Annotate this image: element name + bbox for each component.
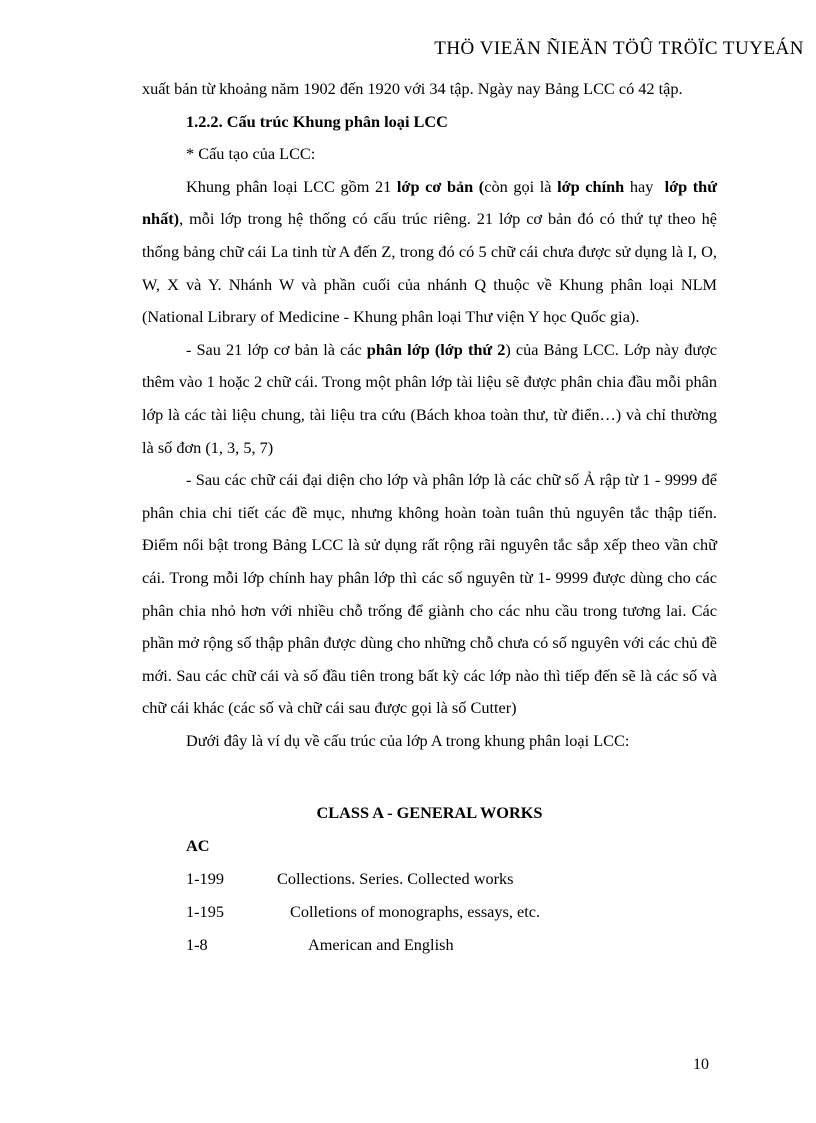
class-row	[186, 929, 717, 962]
page-number: 10	[693, 1056, 709, 1073]
text-run: - Sau 21 lớp cơ bản là các	[186, 339, 367, 359]
bold-run: phân lớp (lớp thứ 2	[366, 339, 506, 359]
class-code: 1-8	[186, 935, 208, 955]
text-run: Khung phân loại LCC gồm 21	[186, 176, 397, 196]
bold-run: lớp cơ bản (	[396, 176, 485, 196]
page-header: THÖ VIEÄN ÑIEÄN TÖÛ TRÖÏC TUYEÁN	[434, 38, 804, 59]
paragraph-example-intro: Dưới đây là ví dụ về cấu trúc của lớp A trong khung phân loại LCC:	[186, 730, 630, 750]
text-run: còn gọi là	[484, 176, 558, 196]
text-run: , mỗi lớp trong hệ thống có cấu trúc riêng. 21 lớp cơ bản đó có thứ tự theo hệ thống bảng chữ cái La tinh từ A đến Z, trong đó có 5 chữ cái chưa được sử dụng là I, O, W, X và Y. Nhánh W và phần cuối của nhánh Q thuộc về Khung phân loại NLM (National Library of Medicine - Khung phân loại Thư viện Y học Quốc gia).	[142, 209, 717, 327]
section-heading	[142, 106, 717, 139]
subclass-label: AC	[186, 836, 210, 856]
subheading: * Cấu tạo của LCC:	[186, 144, 316, 164]
class-description: American and English	[308, 935, 454, 955]
paragraph-subclasses	[142, 334, 717, 464]
paragraph-numbers: - Sau các chữ cái đại diện cho lớp và phân lớp là các chữ số Ả rập từ 1 - 9999 để phân chia chi tiết các đề mục, nhưng không hoàn toàn tuân thủ nguyên tắc thập tiến. Điểm nổi bật trong Bảng LCC là sử dụng rất rộng rãi nguyên tắc sắp xếp theo vần chữ cái. Trong mỗi lớp chính hay phân lớp thì các số nguyên từ 1- 9999 được dùng cho các phân chia nhỏ hơn với nhiều chỗ trống để giành cho các nhu cầu trong tương lai. Các phần mở rộng số thập phân được dùng cho những chỗ chưa có số nguyên với các chủ đề mới. Sau các chữ cái và số đầu tiên trong bất kỳ các lớp nào thì tiếp đến sẽ là các số và chữ cái khác (các số và chữ cái sau được gọi là số Cutter)	[142, 470, 717, 718]
text-run: ) của Bảng LCC. Lớp này được thêm vào 1 hoặc 2 chữ cái. Trong một phân lớp tài liệu sẽ được phân chia đầu mỗi phân lớp là các tài liệu chung, tài liệu tra cứu (Bách khoa toàn thư, từ điển…) và chỉ thường là số đơn (1, 3, 5, 7)	[142, 339, 718, 457]
bold-run: lớp chính	[557, 176, 625, 196]
document-body	[142, 73, 717, 962]
class-row	[186, 863, 717, 896]
text-run: hay	[624, 176, 665, 196]
class-row	[186, 896, 717, 929]
paragraph-intro: xuất bản từ khoảng năm 1902 đến 1920 với 34 tập. Ngày nay Bảng LCC có 42 tập.	[142, 79, 683, 98]
class-code: 1-199	[186, 869, 224, 889]
class-description: Colletions of monographs, essays, etc.	[290, 902, 541, 922]
paragraph-basic-classes	[142, 171, 717, 334]
section-heading-text: 1.2.2. Cấu trúc Khung phân loại LCC	[186, 111, 448, 131]
bold-run: lớp thứ nhất)	[142, 176, 718, 229]
class-description: Collections. Series. Collected works	[277, 869, 514, 889]
class-title: CLASS A - GENERAL WORKS	[316, 803, 543, 823]
class-code: 1-195	[186, 902, 224, 922]
